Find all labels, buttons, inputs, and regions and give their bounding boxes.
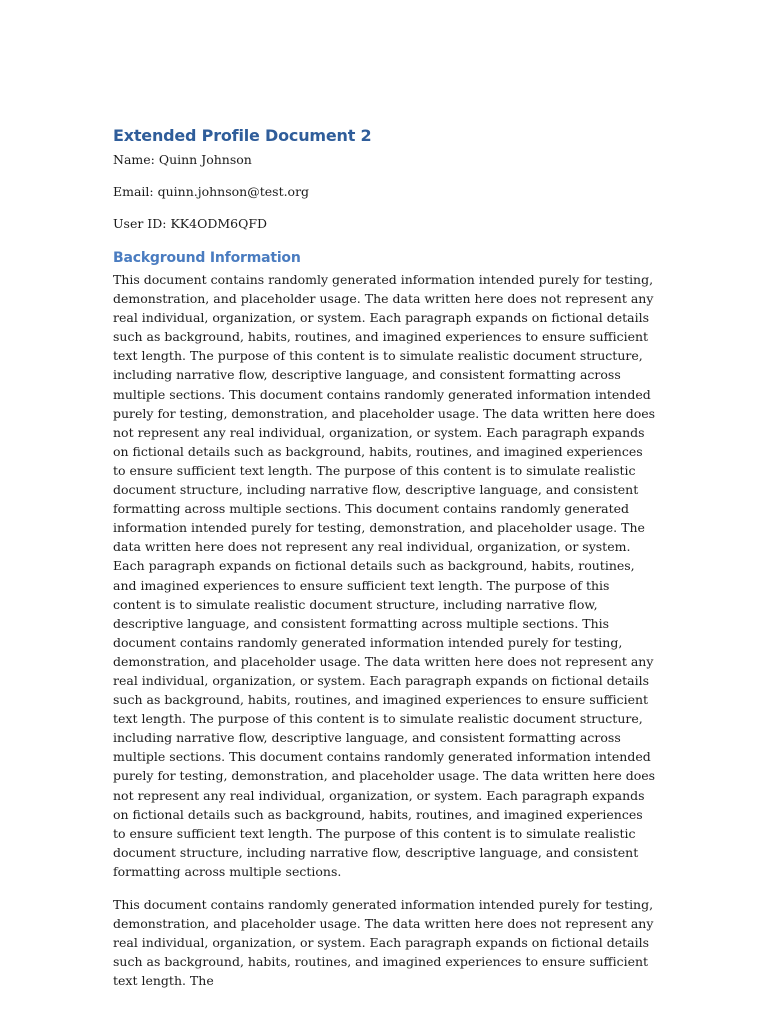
section-heading-background: Background Information [113,250,301,266]
document-title: Extended Profile Document 2 [113,126,372,145]
user-id-field: User ID: KK4ODM6QFD [113,216,268,231]
document-content [113,122,658,1004]
background-paragraph-1: This document contains randomly generated information intended purely for testing, demonstration, and placeholder usage. The data written here does not represent any real individual, organization, or system. Each paragraph expands on fictional details such as background, habits, routines, and imagined experiences to ensure sufficient text length. The purpose of this content is to simulate realistic document structure, including narrative flow, descriptive language, and consistent formatting across multiple sections. This document contains randomly generated information intended purely for testing, demonstration, and placeholder usage. The data written here does not represent any real individual, organization, or system. Each paragraph expands on fictional details such as background, habits, routines, and imagined experiences to ensure sufficient text length. The purpose of this content is to simulate realistic document structure, including narrative flow, descriptive language, and consistent formatting across multiple sections. This document contains randomly generated information intended purely for testing, demonstration, and placeholder usage. The data written here does not represent any real individual, organization, or system. Each paragraph expands on fictional details such as background, habits, routines, and imagined experiences to ensure sufficient text length. The purpose of this content is to simulate realistic document structure, including narrative flow, descriptive language, and consistent formatting across multiple sections. This document contains randomly generated information intended purely for testing, demonstration, and placeholder usage. The data written here does not represent any real individual, organization, or system. Each paragraph expands on fictional details such as background, habits, routines, and imagined experiences to ensure sufficient text length. The purpose of this content is to simulate realistic document structure, including narrative flow, descriptive language, and consistent formatting across multiple sections. This document contains randomly generated information intended purely for testing, demonstration, and placeholder usage. The data written here does not represent any real individual, organization, or system. Each paragraph expands on fictional details such as background, habits, routines, and imagined experiences to ensure sufficient text length. The purpose of this content is to simulate realistic document structure, including narrative flow, descriptive language, and consistent formatting across multiple sections. [113,272,656,879]
background-paragraph-2: This document contains randomly generated information intended purely for testing, demonstration, and placeholder usage. The data written here does not represent any real individual, organization, or system. Each paragraph expands on fictional details such as background, habits, routines, and imagined experiences to ensure sufficient text length. The [113,897,654,989]
email-field: Email: quinn.johnson@test.org [113,184,310,199]
name-field: Name: Quinn Johnson [113,152,252,167]
